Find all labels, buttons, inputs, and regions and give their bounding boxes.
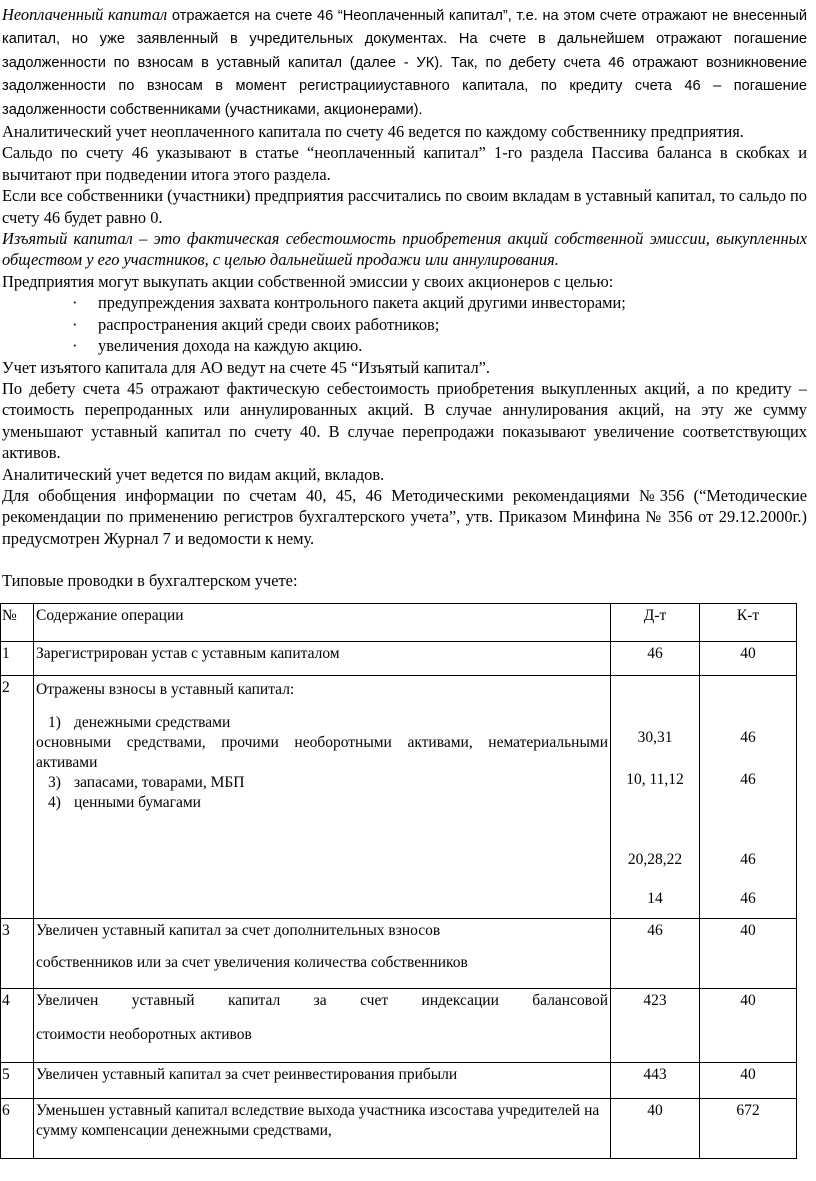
- table-row: 5 Увеличен уставный капитал за счет реинвестирования прибыли 443 40: [1, 1063, 797, 1099]
- header-num: №: [1, 604, 34, 642]
- table-header-row: [1, 604, 797, 642]
- entries-table: [0, 603, 797, 1159]
- table-row: 6 Уменьшен уставный капитал вследствие выхода участника изсостава учредителей на сумму компенсации денежными средствами, 40 672: [1, 1099, 797, 1159]
- header-credit: К-т: [700, 604, 797, 642]
- sub-item: 3) запасами, товарами, МБП: [48, 774, 245, 791]
- sub-item: основными средствами, прочими необоротными активами, нематериальными активами: [36, 734, 608, 771]
- paragraph-account-45: Учет изъятого капитала для АО ведут на счете 45 “Изъятый капитал”.: [2, 357, 491, 377]
- header-debit: Д-т: [611, 604, 700, 642]
- paragraph-zero-balance: Если все собственники (участники) предприятия рассчитались по своим вкладам в уставный капитал, то сальдо по счету 46 будет равно 0.: [2, 186, 807, 227]
- table-title: Типовые проводки в бухгалтерском учете:: [2, 571, 298, 591]
- list-item: · предупреждения захвата контрольного пакета акций другими инвесторами;: [72, 293, 626, 313]
- header-content: Содержание операции: [34, 604, 611, 642]
- paragraph-buyback-purpose: Предприятия могут выкупать акции собственной эмиссии у своих акционеров с целью:: [2, 271, 614, 291]
- paragraph-unpaid-capital: Неоплаченный капитал отражается на счете 46 “Неоплаченный капитал”, т.е. на этом счете отражают не внесенный капитал, но уже заявленный в учредительных документах. На счете в дальнейшем отражают погашение задолженности по взносам в уставный капитал (далее - УК). Так, по дебету счета 46 отражают возникновение задолженности по взносам в момент регистрацииуставного капитала, по кредиту счета 46 – погашение задолженности собственниками (участниками, акционерами).: [2, 5, 807, 118]
- table-row: 2 Отражены взносы в уставный капитал: 1) денежными средствами основными средствами, прочими необоротными активами, нематериальными активами 3) запасами, товарами, МБП 4) ценными бумагами 30,31 10, 11,12 20,28,22 14 46 46 46 46: [1, 676, 797, 919]
- paragraph-analytic-shares: Аналитический учет ведется по видам акций, вкладов.: [2, 464, 385, 484]
- paragraph-balance-46: Сальдо по счету 46 указывают в статье “неоплаченный капитал” 1-го раздела Пассива баланса в скобках и вычитают при подведении итога этого раздела.: [2, 143, 807, 184]
- paragraph-debit-45: По дебету счета 45 отражают фактическую себестоимость приобретения выкупленных акций, а по кредиту – стоимость перепроданных или аннулированных акций. В случае аннулирования акций, на эту же сумму уменьшают уставный капитал по счету 40. В случае перепродажи показывают увеличение соответствующих активов.: [2, 378, 807, 463]
- paragraph-withdrawn-capital: Изъятый капитал – это фактическая себестоимость приобретения акций собственной эмиссии, выкупленных обществом у его участников, с целью дальнейшей продажи или аннулирования.: [2, 229, 807, 270]
- paragraph-methodical: Для обобщения информации по счетам 40, 45, 46 Методическими рекомендациями №356 (“Методические рекомендации по применению регистров бухгалтерского учета”, утв. Приказом Минфина № 356 от 29.12.2000г.) предусмотрен Журнал 7 и ведомости к нему.: [2, 485, 807, 548]
- list-item: · увеличения дохода на каждую акцию.: [72, 336, 363, 356]
- sub-item: 4) ценными бумагами: [48, 794, 201, 811]
- document-page: [2, 4, 807, 592]
- table-row: 4 Увеличен уставный капитал за счет индексации балансовой стоимости необоротных активов 423 40: [1, 989, 797, 1063]
- table-row: 3 Увеличен уставный капитал за счет дополнительных взносов собственников или за счет увеличения количества собственников 46 40: [1, 919, 797, 989]
- buyback-purpose-list: [2, 292, 807, 356]
- table-row: 1 Зарегистрирован устав с уставным капиталом 46 40: [1, 642, 797, 676]
- list-item: · распространения акций среди своих работников;: [72, 314, 440, 334]
- term-unpaid-capital: Неоплаченный капитал: [2, 5, 168, 24]
- paragraph-analytic-46: Аналитический учет неоплаченного капитала по счету 46 ведется по каждому собственнику предприятия.: [2, 122, 744, 142]
- sub-item: 1) денежными средствами: [48, 714, 231, 731]
